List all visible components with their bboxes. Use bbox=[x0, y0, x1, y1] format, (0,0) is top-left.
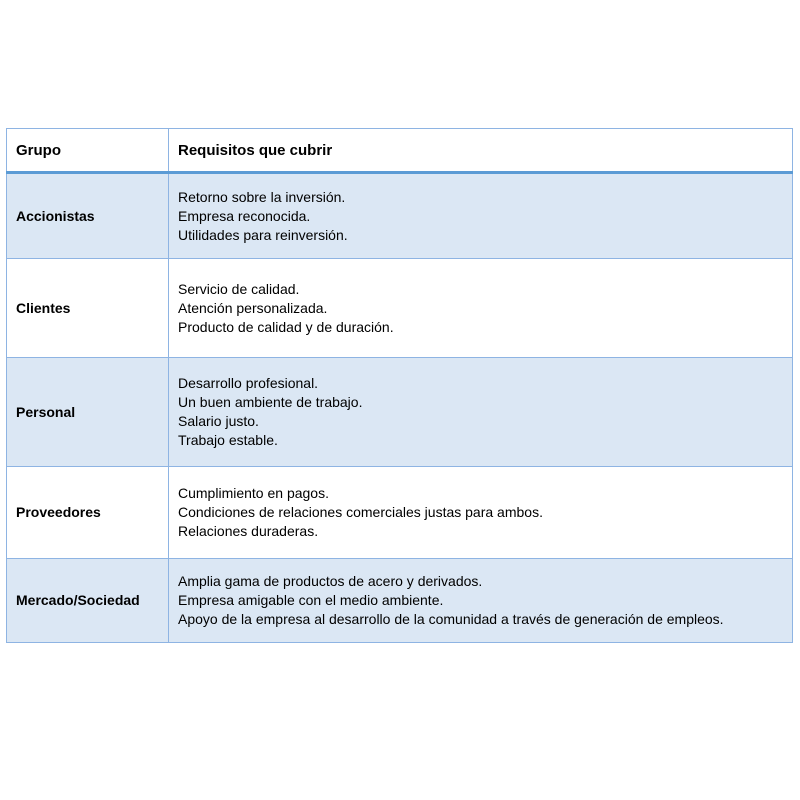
requirement-item: Desarrollo profesional. bbox=[178, 375, 319, 391]
requirement-item: Condiciones de relaciones comerciales justas para ambos. bbox=[178, 504, 543, 520]
requirement-item: Un buen ambiente de trabajo. bbox=[178, 394, 363, 410]
table-row-clientes bbox=[7, 259, 793, 358]
requirement-item: Salario justo. bbox=[178, 413, 259, 429]
requirement-item: Servicio de calidad. bbox=[178, 280, 300, 297]
requirement-item: Retorno sobre la inversión. bbox=[178, 188, 346, 205]
group-cell: Accionistas bbox=[7, 173, 169, 259]
requirement-item: Amplia gama de productos de acero y derivados. bbox=[178, 573, 483, 589]
table-header-row bbox=[7, 129, 793, 173]
requirement-item: Empresa reconocida. bbox=[178, 207, 311, 224]
requirement-item: Empresa amigable con el medio ambiente. bbox=[178, 592, 444, 608]
group-cell: Mercado/Sociedad bbox=[7, 559, 169, 643]
requirement-item: Utilidades para reinversión. bbox=[178, 226, 348, 243]
group-cell: Clientes bbox=[7, 259, 169, 358]
requirements-cell bbox=[169, 173, 793, 259]
table-row-personal bbox=[7, 358, 793, 467]
requirements-cell bbox=[169, 559, 793, 643]
group-cell: Proveedores bbox=[7, 467, 169, 559]
group-cell: Personal bbox=[7, 358, 169, 467]
requirement-item: Atención personalizada. bbox=[178, 299, 328, 316]
table-row-proveedores bbox=[7, 467, 793, 559]
requirement-item: Apoyo de la empresa al desarrollo de la comunidad a través de generación de empleos. bbox=[178, 611, 724, 627]
table-row-accionistas bbox=[7, 173, 793, 259]
requirement-item: Producto de calidad y de duración. bbox=[178, 318, 394, 335]
header-group: Grupo bbox=[7, 129, 169, 173]
requirements-cell bbox=[169, 467, 793, 559]
header-requirements: Requisitos que cubrir bbox=[169, 129, 793, 173]
requirements-table bbox=[6, 128, 793, 643]
requirement-item: Relaciones duraderas. bbox=[178, 523, 319, 539]
table-row-mercado-sociedad bbox=[7, 559, 793, 643]
requirement-item: Trabajo estable. bbox=[178, 432, 278, 448]
requirements-table-container bbox=[6, 128, 792, 643]
requirements-cell bbox=[169, 259, 793, 358]
requirement-item: Cumplimiento en pagos. bbox=[178, 485, 329, 501]
requirements-cell bbox=[169, 358, 793, 467]
